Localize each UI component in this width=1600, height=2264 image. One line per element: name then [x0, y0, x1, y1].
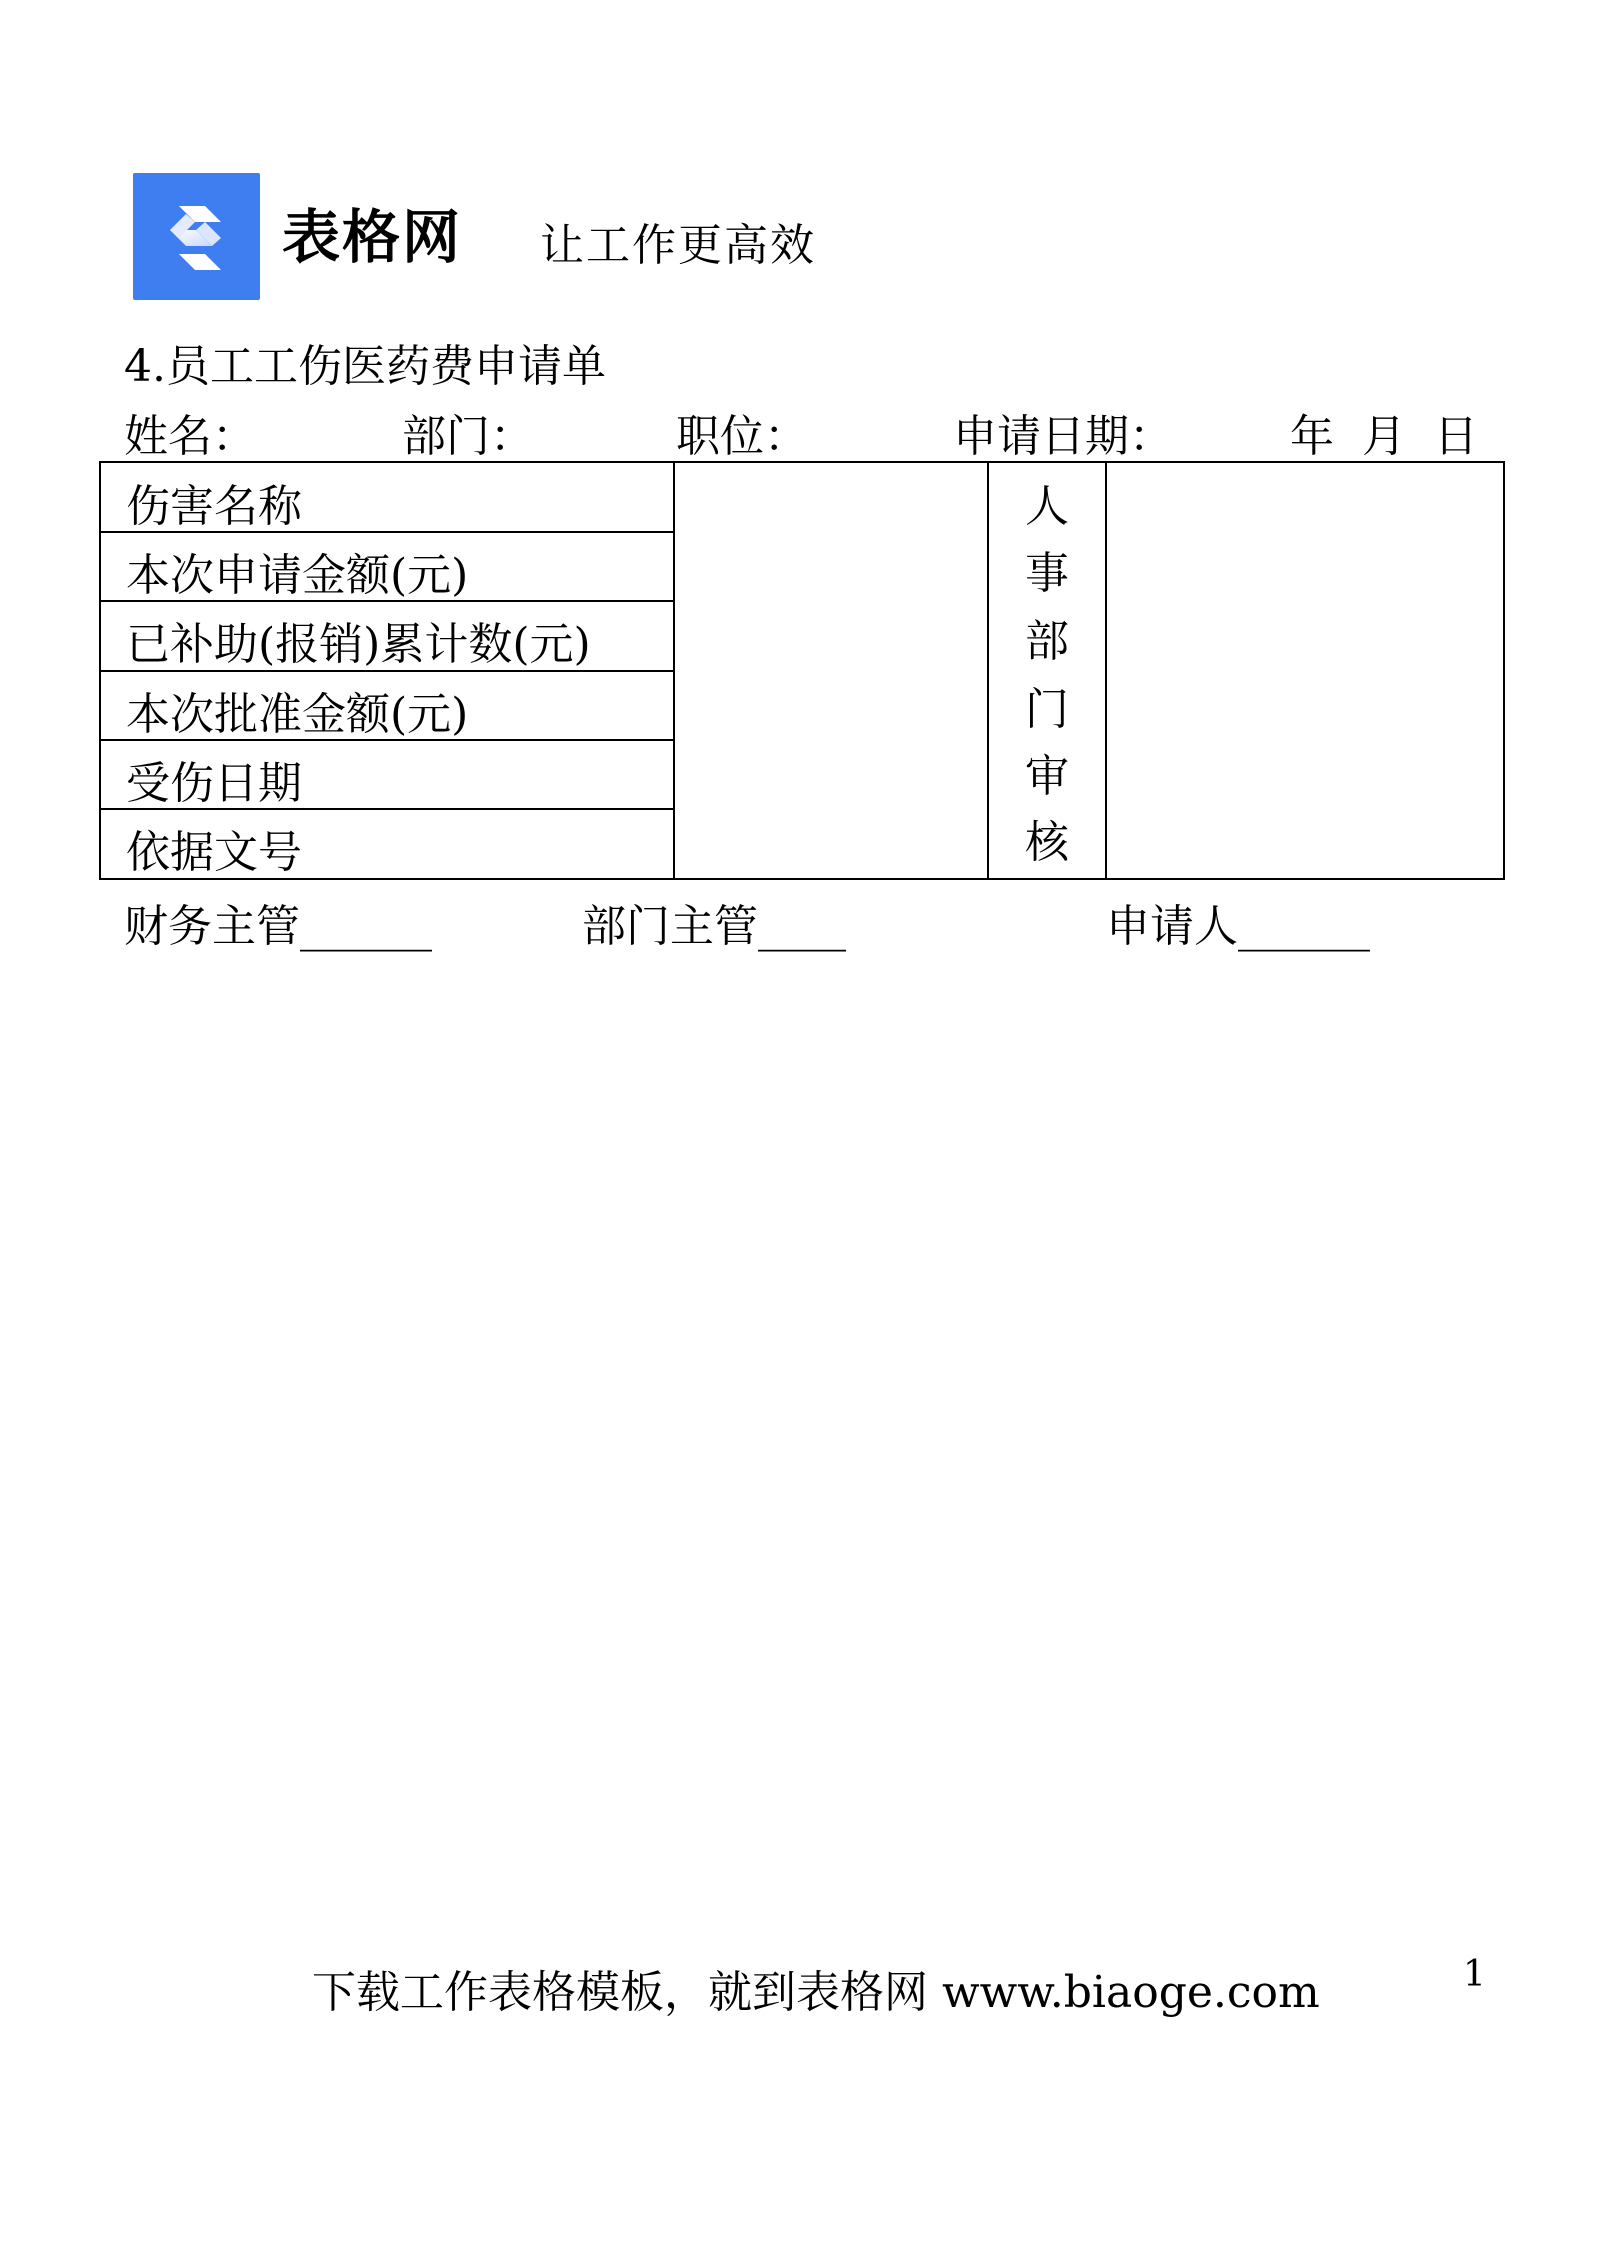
row-label-reference-number: 依据文号 [126, 827, 302, 878]
reference-number-value[interactable] [675, 809, 987, 877]
injury-expense-table [99, 461, 1505, 880]
row-label-cumulative-reimbursed: 已补助(报销)累计数(元) [126, 619, 591, 670]
hr-review-char: 人 [1025, 481, 1069, 532]
logo-mark-icon [133, 173, 260, 300]
hr-review-char: 部 [1025, 616, 1069, 667]
injury-name-value[interactable] [675, 463, 987, 531]
position-label: 职位： [676, 411, 808, 462]
footer-text: 下载工作表格模板，就到表格网 www.biaoge.com [312, 1967, 1320, 2018]
injury-date-value[interactable] [675, 740, 987, 808]
hr-review-char: 事 [1025, 548, 1069, 599]
row-label-injury-name: 伤害名称 [126, 481, 302, 532]
cumulative-reimbursed-value[interactable] [675, 601, 987, 669]
brand-slogan: 让工作更高效 [540, 220, 816, 271]
finance-supervisor-signature: 财务主管______ [124, 901, 432, 952]
brand-name: 表格网 [282, 203, 463, 271]
brand-logo-icon [133, 173, 260, 300]
date-units: 年 月 日 [1290, 411, 1478, 462]
row-label-injury-date: 受伤日期 [126, 758, 302, 809]
row-label-requested-amount: 本次申请金额(元) [126, 550, 469, 601]
department-label: 部门： [402, 411, 534, 462]
requested-amount-value[interactable] [675, 532, 987, 600]
hr-review-char: 审 [1025, 751, 1069, 802]
hr-review-char: 核 [1025, 817, 1069, 868]
approved-amount-value[interactable] [675, 671, 987, 739]
hr-review-char: 门 [1025, 684, 1069, 735]
department-supervisor-signature: 部门主管____ [582, 901, 846, 952]
hr-review-area[interactable] [1107, 463, 1503, 878]
applicant-signature: 申请人______ [1106, 901, 1370, 952]
row-label-approved-amount: 本次批准金额(元) [126, 689, 469, 740]
name-label: 姓名： [124, 411, 256, 462]
document-title: 4.员工工伤医药费申请单 [124, 341, 606, 392]
page-number: 1 [1463, 1954, 1486, 1995]
apply-date-label: 申请日期： [953, 411, 1173, 462]
